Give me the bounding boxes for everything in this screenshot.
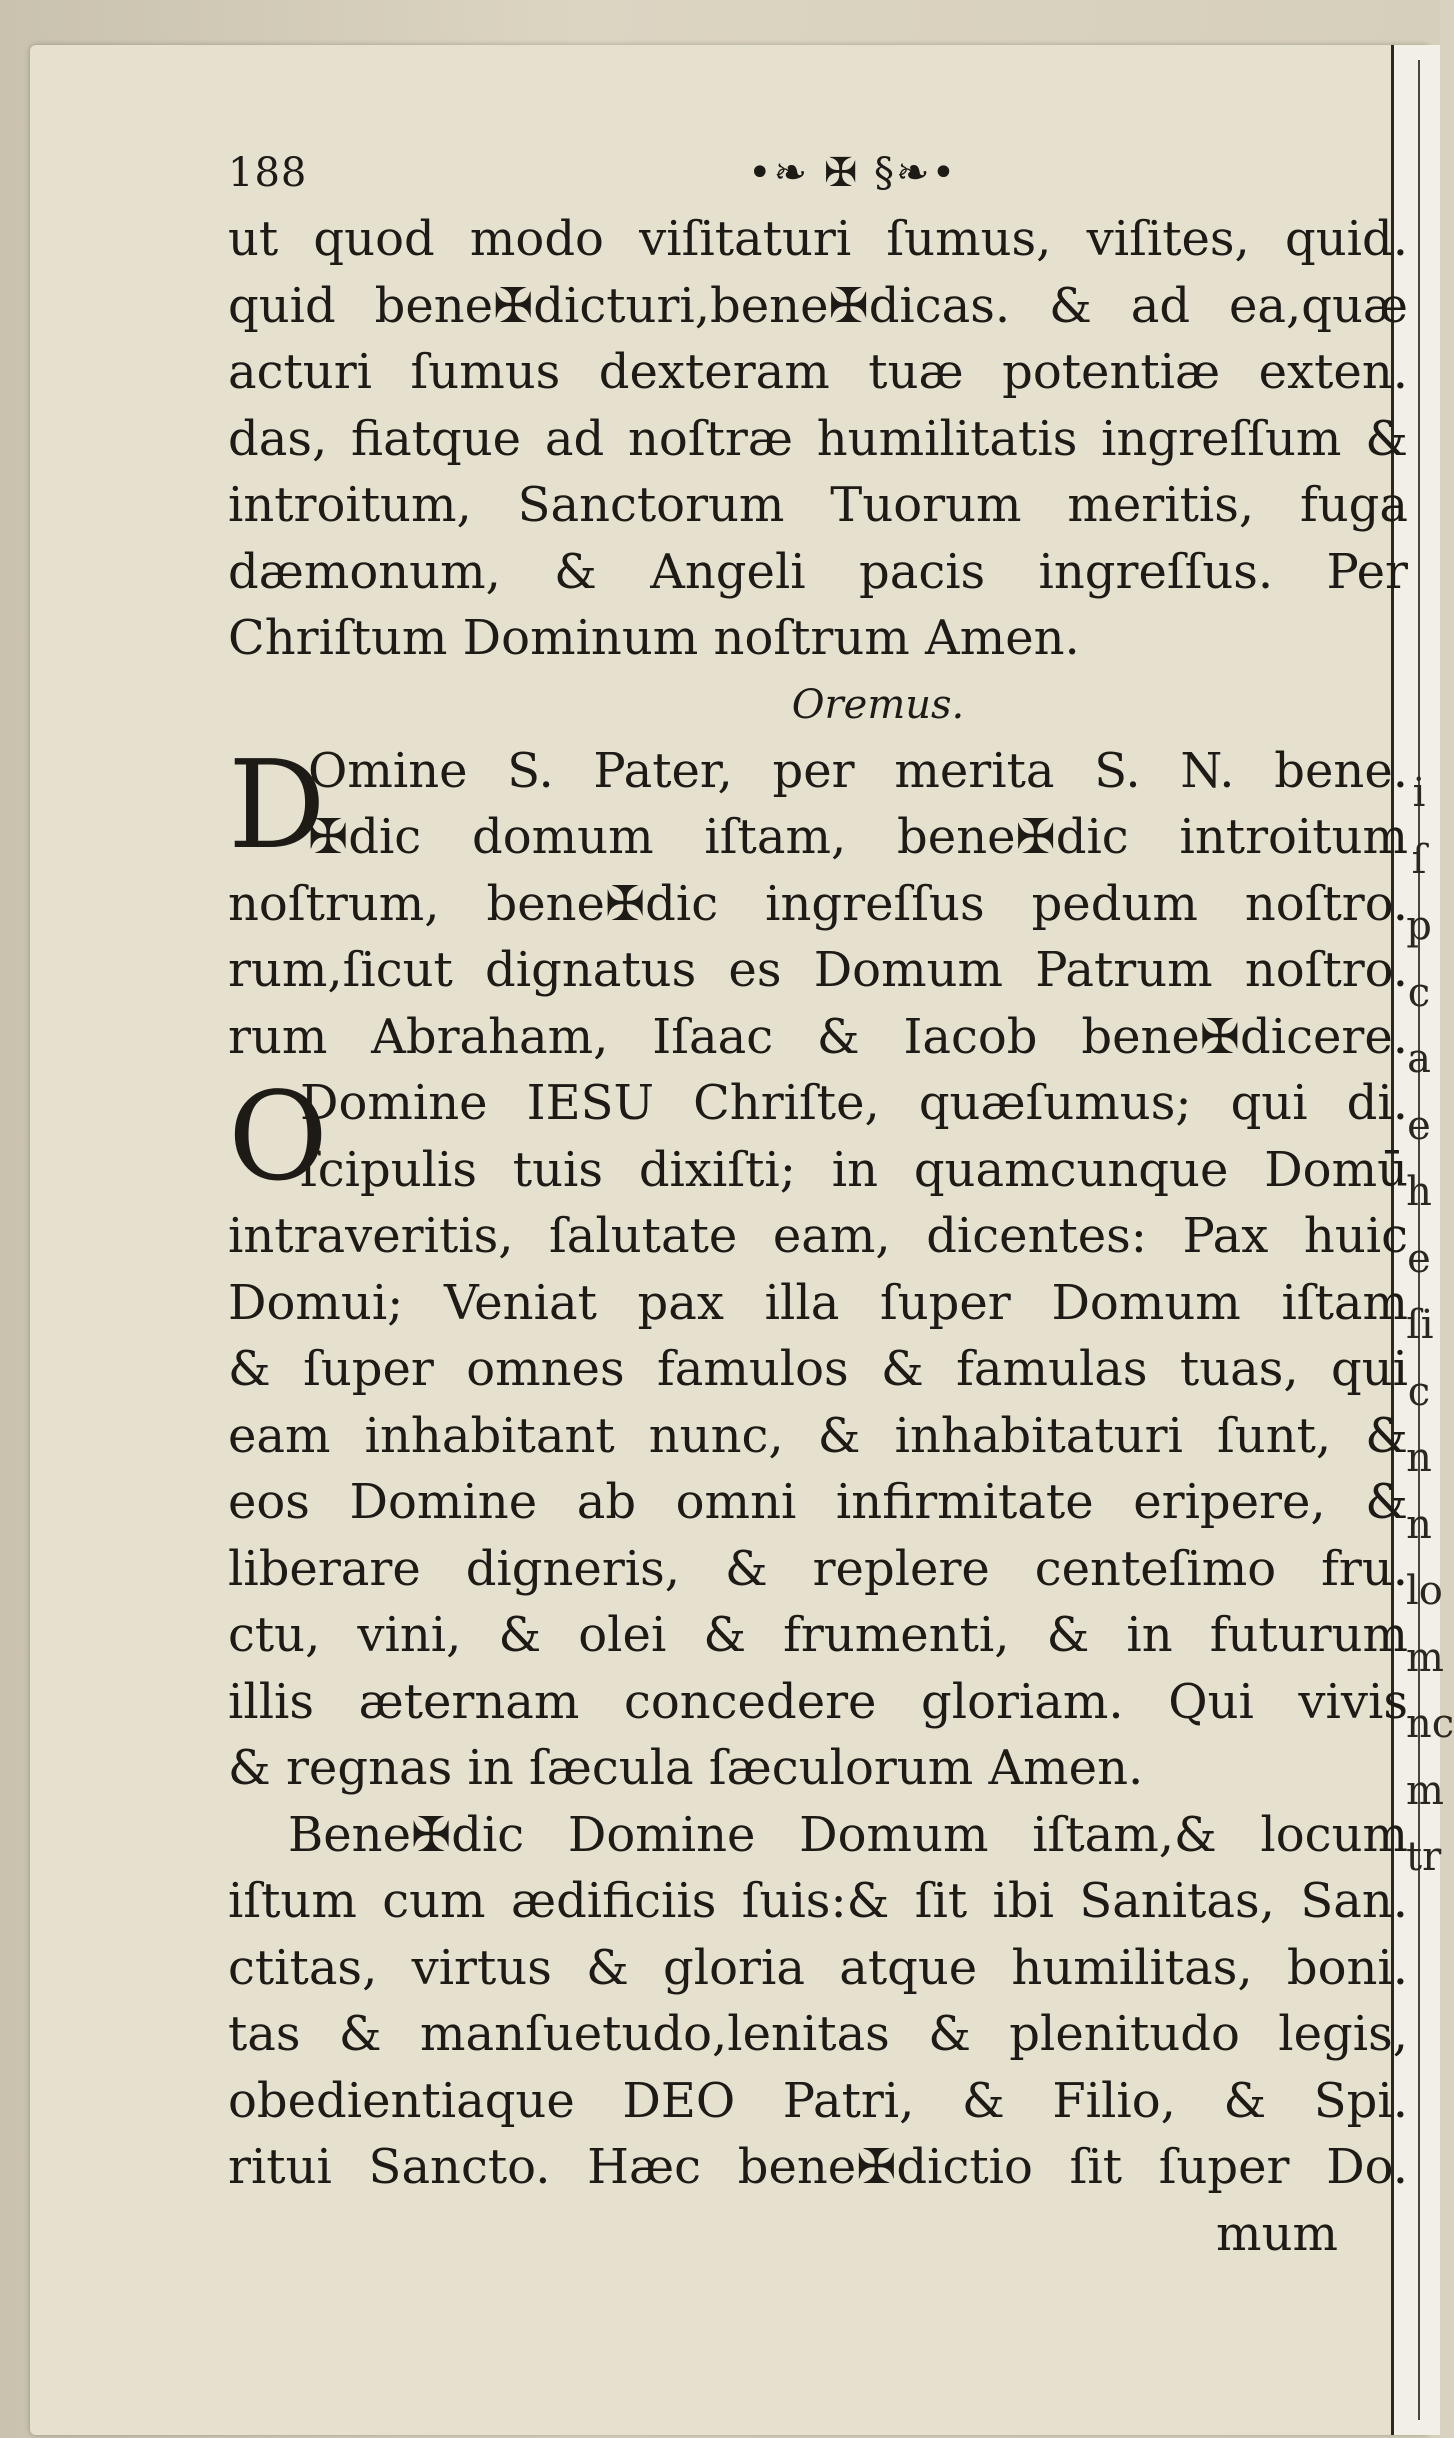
text-line: Domui; Veniat pax illa ſuper Domum iſtam — [228, 1274, 1408, 1331]
text-line: dæmonum, & Angeli pacis ingreſſus. Per — [228, 543, 1408, 600]
text-line: noſtrum, bene✠dic ingreſſus pedum noſtro. — [228, 875, 1408, 932]
facing-page-letter: e — [1407, 1102, 1431, 1149]
facing-page-letter: p — [1406, 903, 1432, 949]
facing-page-letter: ſ — [1411, 836, 1427, 883]
page-text — [228, 140, 1408, 2267]
text-line: liberare digneris, & replere centeſimo fru. — [228, 1540, 1408, 1597]
catchword: mum — [1216, 2205, 1338, 2262]
text-line: Chriſtum Dominum noſtrum Amen. — [228, 610, 1080, 666]
text-line: Domine IESU Chriſte, quæſumus; qui di. — [300, 1075, 1408, 1131]
text-line: ✠dic domum iſtam, bene✠dic introitum — [308, 809, 1408, 865]
text-line: ut quod modo viſitaturi ſumus, viſites, quid. — [228, 211, 1408, 267]
paragraph-1 — [228, 206, 1408, 672]
facing-page-letter: nc — [1406, 1701, 1454, 1747]
text-line: rum,ſicut dignatus es Domum Patrum noſtro. — [228, 942, 1408, 998]
text-line: ctitas, virtus & gloria atque humilitas, boni. — [228, 1939, 1408, 1996]
text-line: & ſuper omnes famulos & famulas tuas, qui — [228, 1341, 1408, 1397]
text-line: Bene✠dic Domine Domum iſtam,& locum — [288, 1806, 1408, 1863]
running-header — [228, 140, 1408, 206]
facing-page-letter: c — [1407, 1368, 1431, 1415]
dropcap-o: O — [228, 1066, 329, 1208]
text-line: & regnas in ſæcula ſæculorum Amen. — [228, 1740, 1144, 1796]
facing-page-letter: lo — [1406, 1568, 1443, 1614]
facing-page-letter: a — [1407, 1036, 1431, 1082]
text-line: das, fiatque ad noſtræ humilitatis ingreſſum & — [228, 410, 1408, 467]
text-line: rum Abraham, Iſaac & Iacob bene✠dicere. — [228, 1008, 1408, 1065]
facing-page-letters — [1406, 760, 1454, 1891]
facing-page-letter: tr — [1406, 1834, 1442, 1880]
facing-page-letter: n — [1406, 1435, 1432, 1481]
text-line: introitum, Sanctorum Tuorum meritis, fuga — [228, 477, 1408, 533]
facing-page-letter: c — [1407, 969, 1431, 1016]
text-line: Omine S. Pater, per merita S. N. bene. — [308, 742, 1408, 799]
header-ornament: •❧ ✠ §❧• — [748, 150, 958, 196]
facing-page-letter: m — [1406, 1634, 1444, 1681]
facing-page-letter: ſi — [1406, 1302, 1434, 1348]
facing-page-letter: i — [1412, 770, 1426, 816]
text-line: illis æternam concedere gloriam. Qui vivis — [228, 1673, 1408, 1730]
text-line: obedientiaque DEO Patri, & Filio, & Spi. — [228, 2072, 1408, 2129]
text-line: ritui Sancto. Hæc bene✠dictio ſit ſuper Do. — [228, 2139, 1408, 2195]
dropcap-d: D — [228, 733, 326, 876]
text-line: acturi ſumus dexteram tuæ potentiæ exten. — [228, 344, 1408, 400]
page-number: 188 — [228, 150, 308, 196]
text-line: eos Domine ab omni infirmitate eripere, & — [228, 1474, 1408, 1530]
text-line: eam inhabitant nunc, & inhabitaturi ſunt, & — [228, 1407, 1408, 1464]
text-line: ſcipulis tuis dixiſti; in quamcunque Domū — [300, 1141, 1408, 1198]
text-line: ctu, vini, & olei & frumenti, & in futurum — [228, 1607, 1408, 1663]
facing-page-letter: n — [1406, 1501, 1432, 1548]
paragraph-3 — [228, 1066, 1408, 1802]
section-heading: Oremus. — [791, 681, 965, 728]
text-line: tas & manſuetudo,lenitas & plenitudo legis, — [228, 2006, 1408, 2062]
text-line: intraveritis, ſalutate eam, dicentes: Pax huic — [228, 1208, 1408, 1264]
facing-page-letter: e — [1407, 1235, 1431, 1282]
paragraph-2 — [228, 733, 1408, 1071]
text-line: quid bene✠dicturi,bene✠dicas. & ad ea,quæ — [228, 277, 1408, 334]
facing-page-letter: m — [1406, 1767, 1444, 1814]
facing-page-letter: h — [1406, 1169, 1432, 1215]
paragraph-4 — [228, 1802, 1408, 2201]
text-line: iſtum cum ædificiis ſuis:& ſit ibi Sanitas, San. — [228, 1873, 1408, 1929]
